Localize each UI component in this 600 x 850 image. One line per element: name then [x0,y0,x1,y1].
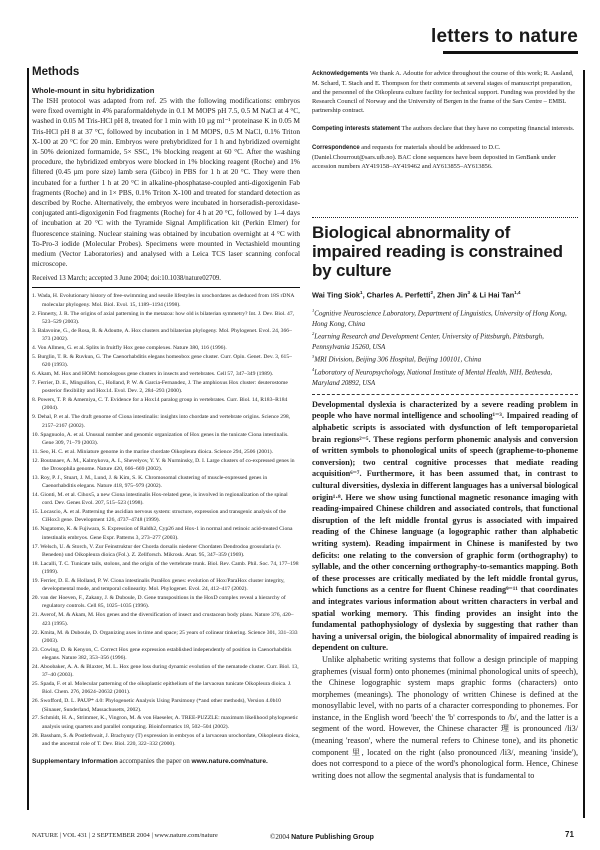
reference-item: 17. Welsch, U. & Storch, V. Zur Feinstruktur der Chorda dorsalis niederer Chordaten Dendrodoa grossularia (v. Beneden) und Oikopleura dioica (Fol.). Z. Zellforsch. Mikrosk. Anat. 95, 347–359 (1969). [32,543,282,558]
reference-item: 23. Cowing, D. & Kenyon, C. Correct Hox gene expression established independently of position in Caenorhabditis elegans. Nature 382, 353–356 (1996). [32,646,292,661]
reference-item: 24. Aboobaker, A. A. & Blaxter, M. L. Hox gene loss during dynamic evolution of the nematode cluster. Curr. Biol. 13, 37–40 (2003). [32,663,299,679]
correspondence [312,143,578,171]
dashed-divider [312,394,578,395]
journal-footer: NATURE | VOL 431 | 2 SEPTEMBER 2004 | www.nature.com/nature [32,832,218,839]
reference-item: 15. Locascio, A. et al. Patterning the ascidian nervous system: structure, expression and transgenic analysis of the CiHox3 gene. Development 126, 4737–4748 (1999). [32,509,286,524]
left-column [32,66,300,765]
body-paragraph: Unlike alphabetic writing systems that follow a design principle of mapping graphemes (visual form) onto phonemes (minimal phonological units of speech), the Chinese logographic system maps graphic forms (characters) onto morphemes (meanings). The phonology of written Chinese is defined at the monosyllabic level, with no parts of a character corresponding to phonemes. For instance, in the English word 'beech' the 'b' corresponds to /b/, and the latter is a segment of the word. However, the Chinese character 理 is pronounced /li3/ (meaning 'reason', where the numeral refers to Chinese tone), and its phonetic component 里, located on the right (also pronounced /li3/, meaning 'inside'), does not correspond to a piece of the word's phonological form. Hence, Chinese writing does not allow the segmental analysis that is fundamental to [312,654,578,780]
affiliation-sup: 1 [312,308,315,314]
reference-item: 13. Roy, P. J., Stuart, J. M., Lund, J. & Kim, S. K. Chromosomal clustering of muscle-expressed genes in Caenorhabditis elegans. Nature 418, 975–979 (2002). [32,474,268,490]
section-title: letters to nature [431,26,578,47]
reference-item: 14. Gionti, M. et al. Cihox5, a new Ciona intestinalis Hox-related gene, is involved in regionalization of the spinal cord. Dev. Genes Evol. 207, 515–523 (1998). [32,492,288,507]
acknowledgements-label: Acknowledgements [312,71,369,77]
page-number: 71 [565,830,574,839]
affiliation [312,306,578,329]
affiliation-sup: 2 [312,331,315,337]
affiliation-text: Laboratory of Neuropsychology, National Institute of Mental Health, NIH, Bethesda, Maryland 20892, USA [312,368,553,387]
affiliation [312,329,578,352]
affiliation-text: Cognitive Neuroscience Laboratory, Department of Linguistics, University of Hong Kong, Hong Kong, China [312,309,567,329]
reference-item: 26. Swofford, D. L. PAUP* 4.0: Phylogenetic Analysis Using Parsimony (*and other methods), Version 4.0b10 (Sinauer, Sunderland, Massachusetts, 2002). [32,698,281,713]
publisher: Nature Publishing Group [291,834,374,841]
methods-text: The ISH protocol was adapted from ref. 25 with the following modifications: embryos were fixed overnight in 4% paraformaldehyde in 0.1 M MOPS pH 7.5, 0.5 M NaCl at 4 °C, washed in 0.05 M Tris-HCl pH 8, treated for 1 min with 10 µg ml⁻¹ proteinase K in 0.05 M Tris-HCl pH 8 at 37 °C, followed by incubation in 1 M MOPS, 0.5 M NaCl, 0.1% Triton X-100 at 20 °C for 20 min. Embryos were prehybridized for 1 h and hybridized overnight in 50% deionized formamide, 5× SSC, 1% blocking reagent at 60 °C. After the washing procedure, the hybridized embryos were blocked in 1% blocking reagent (Roche) and 1% filtered (0.45 µm pore size) lamb sera (Gibco) in PBS for 1 h at 20 °C. They were then incubated for a further 1 h at 20 °C in alkaline-phosphatase-coupled anti-digoxigenin Fab fragments (Roche) and in 1× PBS, 0.1% Triton X-100 and treated for standard detection as described by Roche. Alternatively, the embryos were incubated in horseradish-peroxidase-conjugated anti-digoxigenin Fod fragments (Roche) for 4 h at 20 °C, followed by 1–4 days of incubation at 20 °C with the Tyramide Signal Amplification kit (Perkin Elmer) for fluorescence staining. Nuclear staining was obtained by incubation overnight at 4 °C with To-Pro-3 iodide (Molecular Probes). Specimens were mounted in Vectashield mounting medium (Vector Laboratories) and analysed with a Leica TCS laser scanning confocal microscope. [32,96,300,269]
supplementary-link[interactable]: www.nature.com/nature. [191,758,268,766]
right-column [312,69,578,781]
reference-item: 28. Bassham, S. & Postlethwait, J. Brachyury (T) expression in embryos of a larvacean urochordate, Oikopleura dioica, and the ancestral role of T. Dev. Biol. 220, 322–332 (2000). [32,732,300,747]
reference-item: 21. Averof, M. & Akam, M. Hox genes and the diversification of insect and crustacean body plans. Nature 376, 420–423 (1995). [32,612,294,627]
reference-item: 4. Von Allmen, G. et al. Splits in fruitfly Hox gene complexes. Nature 380, 116 (1996). [32,345,227,352]
affiliation-sup: 3 [312,354,315,360]
reference-item: 7. Ferrier, D. E., Minguillon, C., Holland, P. W. & Garcia-Fernandez, J. The amphioxus Hox cluster: deuterostome posterior flexibility and Hox14. Evol. Dev. 2, 284–293 (2000). [32,379,288,395]
section-rule [443,51,578,54]
reference-item: 16. Nagatomo, K. & Fujiwara, S. Expression of Raldh2, Cyp26 and Hox-1 in normal and retinoic acid-treated Ciona intestinalis embryos. Gene Expr. Patterns 3, 273–277 (2003). [32,526,293,541]
author: Charles A. Perfetti [366,290,431,300]
left-column-bar [27,68,29,810]
article-title: Biological abnormality of impaired reading is constrained by culture [312,223,563,280]
reference-item: 1. Wada, H. Evolutionary history of free-swimming and sessile lifestyles in urochordates as deduced from 18S rDNA molecular phylogeny. Mol. Biol. Evol. 15, 1189–1194 (1998). [32,293,295,308]
acknowledgements-text: We thank A. Adoutte for advice throughout the course of this work; R. Aasland, M. Schard, T. Stach and E. Thompson for their comments at several stages of manuscript preparation, and the personnel of the Oikopleura culture facility for technical support. Funding was provided by the Research Council of Norway and the University of Bergen in the frame of the Sars Centre – EMBL partnership contract. [312,70,576,114]
reference-item: 5. Burglin, T. R. & Ruvkun, G. The Caenorhabditis elegans homeobox gene cluster. Curr. Opin. Genet. Dev. 3, 615–620 (1993). [32,353,292,369]
author: Zhen Jin [437,290,468,300]
methods-heading: Methods [32,66,80,78]
received-line: Received 13 March; accepted 3 June 2004; doi:10.1038/nature02709. [32,275,300,288]
reference-item: 19. Ferrier, D. E. & Holland, P. W. Ciona intestinalis ParaHox genes: evolution of Hox/ParaHox cluster integrity, developmental mode, and temporal colinearity. Mol. Phylogenet. Evol. 24, 412–417 (2002). [32,577,285,593]
reference-item: 12. Boutanaev, A. M., Kalmykova, A. I., Shevelyov, Y. Y. & Nurminsky, D. I. Large clusters of co-expressed genes in the Drosophila genome. Nature 420, 666–669 (2002). [32,457,295,472]
reference-item: 22. Kmita, M. & Duboule, D. Organizing axes in time and space; 25 years of colinear tinkering. Science 301, 331–333 (2003). [32,629,298,644]
competing-label: Competing interests statement [312,126,401,132]
reference-item: 27. Schmidt, H. A., Strimmer, K., Vingron, M. & von Haeseler, A. TREE-PUZZLE: maximum likelihood phylogenetic analysis using quartets and parallel computing. Bioinformatics 18, 502–504 (2002). [32,715,299,730]
affiliation-text: Learning Research and Development Center, University of Pittsburgh, Pittsburgh, Pennsylvania 15260, USA [312,332,544,352]
dotted-divider [312,217,578,218]
author-sup: 1 [360,290,363,295]
reference-item: 9. Dehal, P. et al. The draft genome of Ciona intestinalis: insights into chordate and vertebrate origins. Science 298, 2157–2167 (2002). [32,414,291,429]
reference-item: 6. Akam, M. Hox and HOM: homologous gene clusters in insects and vertebrates. Cell 57, 347–349 (1989). [32,371,274,378]
author-sup: 3 [467,290,471,295]
reference-item: 20. van der Hoeven, F., Zakany, J. & Duboule, D. Gene transpositions in the HoxD complex reveal a hierarchy of regulatory controls. Cell 85, 1025–1035 (1996). [32,595,286,610]
correspondence-text: and requests for materials should be addressed to D.C. (Daniel.Chourrout@sars.uib.no). BAC clone sequences have been deposited in GenBank under accession numbers AY419158–AY419462 and AY613855–AY613856. [312,144,556,170]
affiliation-text: MRI Division, Beijing 306 Hospital, Beijing 100101, China [314,355,482,364]
abstract: Developmental dyslexia is characterized by a severe reading problem in people who have normal intelligence and schooling¹⁻³. Impaired reading of alphabetic scripts is associated with dysfunction of left temporoparietal brain regions²⁻⁵. These regions perform phonemic analysis and conversion of written symbols to phonological units of speech (grapheme-to-phoneme conversion); two central cognitive processes that mediate reading acquisition⁶⁻⁷. Furthermore, it has been assumed that, in contrast to cultural diversities, dyslexia in different languages has a universal biological origin¹·⁸. Here we show using functional magnetic resonance imaging with reading-impaired Chinese children and associated controls, that functional disruption of the left middle frontal gyrus is associated with impaired reading of the Chinese language (a logographic rather than alphabetic writing system). Reading impairment in Chinese is manifested by two deficits: one relating to the conversion of graphic form (orthography) to syllable, and the other concerning orthography-to-semantics mapping. Both of these processes are critically mediated by the left middle frontal gyrus, which functions as a centre for fluent Chinese reading⁹⁻¹¹ that coordinates and integrates various information about written characters in verbal and spatial working memory. This finding provides an insight into the fundamental pathophysiology of dyslexia by suggesting that rather than having a universal origin, the biological abnormality of impaired reading is dependent on culture. [312,399,578,653]
author-sup: 2 [430,290,433,295]
reference-item: 10. Spagnuolo, A. et al. Unusual number and genomic organization of Hox genes in the tunicate Ciona intestinalis. Gene 309, 71–79 (2003). [32,431,289,446]
reference-item: 3. Balavoine, G., de Rosa, R. & Adoutte, A. Hox clusters and bilaterian phylogeny. Mol. Phylogenet. Evol. 24, 366–373 (2002). [32,327,292,343]
correspondence-label: Correspondence [312,145,360,151]
reference-list [32,292,300,748]
author-sup: 1,4 [514,290,521,295]
copyright: ©2004 [270,833,290,841]
affiliation-sup: 4 [312,366,315,372]
affiliation [312,352,578,365]
reference-item: 25. Spada, F. et al. Molecular patterning of the oikoplastic epithelium of the larvacean tunicate Oikopleura dioica. J. Biol. Chem. 276, 20624–20632 (2001). [32,681,292,696]
author-list: Wai Ting Siok$^1$, Charles A. Perfetti$^2$, Zhen Jin$^3$ & Li Hai Tan$^{1,4}$ [312,290,521,300]
competing-text: The authors declare that they have no competing financial interests. [401,125,575,132]
supplementary-label: Supplementary Information [32,758,118,766]
affiliation [312,365,578,388]
author: Wai Ting Siok [312,290,361,300]
right-column-bar [583,70,585,818]
methods-subheading: Whole-mount in situ hybridization [32,86,155,95]
competing-interests [312,124,578,134]
reference-item: 8. Powers, T. P. & Amemiya, C. T. Evidence for a Hox14 paralog group in vertebrates. Curr. Biol. 14, R183–R184 (2004). [32,397,288,412]
reference-item: 18. Lacalli, T. C. Tunicate tails, stolons, and the origin of the vertebrate trunk. Biol. Rev. Camb. Phil. Soc. 74, 177–198 (1999). [32,560,299,576]
reference-item: 2. Finnerty, J. R. The origins of axial patterning in the metazoa: how old is bilaterian symmetry? Int. J. Dev. Biol. 47, 523–529 (2003). [32,310,295,325]
copyright-footer [270,833,374,841]
supplementary-info [32,758,300,765]
reference-item: 11. Seo, H. C. et al. Miniature genome in the marine chordate Oikopleura dioica. Science 294, 2506 (2001). [32,448,274,455]
supplementary-text: accompanies the paper on [119,758,190,766]
acknowledgements [312,69,578,115]
author: Li Hai Tan [479,290,515,300]
